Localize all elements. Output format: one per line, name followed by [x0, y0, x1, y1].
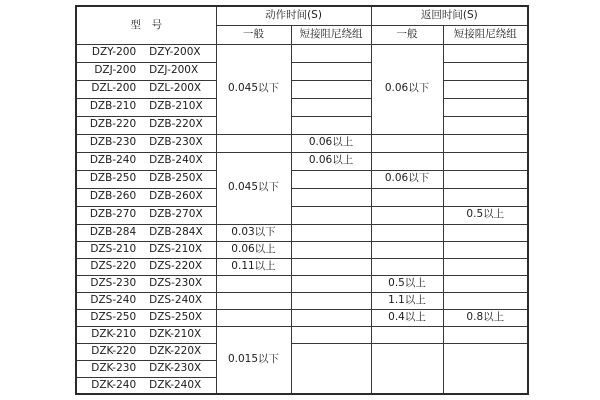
- model-name: DZK-210X: [149, 327, 202, 340]
- cell-action-general: [216, 134, 291, 152]
- cell-action-damped: [291, 241, 371, 258]
- cell-return-general: [371, 241, 443, 258]
- cell-action-damped: [291, 343, 371, 394]
- model-name: DZB-284X: [149, 225, 203, 238]
- cell-return-damped: [443, 170, 528, 188]
- cell-action-damped: [291, 116, 371, 134]
- cell-return-general: [371, 343, 443, 394]
- cell-model: [76, 377, 216, 394]
- table-row: [76, 241, 528, 258]
- cell-model: [76, 98, 216, 116]
- cell-return-general: 0.5以上: [371, 275, 443, 292]
- table-row: [76, 116, 528, 134]
- cell-model: [76, 360, 216, 377]
- cell-action-damped: 0.06以上: [291, 152, 371, 170]
- model-name: DZS-250: [90, 310, 137, 323]
- model-pair: [77, 295, 216, 306]
- model-name: DZB-250X: [149, 172, 203, 185]
- cell-action-damped: [291, 170, 371, 188]
- model-pair: [77, 227, 216, 238]
- table-row: [76, 80, 528, 98]
- model-name: DZS-220X: [149, 259, 203, 272]
- cell-model: [76, 116, 216, 134]
- cell-model: [76, 292, 216, 309]
- cell-model: [76, 326, 216, 343]
- cell-return-damped: [443, 152, 528, 170]
- model-pair: [77, 137, 216, 148]
- cell-return-general: [371, 326, 443, 343]
- cell-model: [76, 241, 216, 258]
- table-row: [76, 170, 528, 188]
- model-name: DZB-270X: [149, 208, 203, 221]
- table-row: [76, 292, 528, 309]
- model-name: DZK-240: [91, 378, 137, 391]
- cell-action-general: 0.045以下: [216, 152, 291, 224]
- model-name: DZS-250X: [149, 310, 203, 323]
- cell-return-damped: [443, 241, 528, 258]
- model-name: DZL-200: [91, 82, 137, 95]
- cell-model: [76, 44, 216, 62]
- cell-return-general: [371, 224, 443, 241]
- table-row: [76, 98, 528, 116]
- table-row: [76, 134, 528, 152]
- cell-return-damped: [443, 343, 528, 394]
- cell-model: [76, 152, 216, 170]
- model-name: DZS-210: [90, 242, 137, 255]
- model-pair: [77, 261, 216, 272]
- header-row-1: [76, 6, 528, 25]
- model-pair: [77, 363, 216, 374]
- cell-return-damped: [443, 188, 528, 206]
- model-name: DZL-200X: [149, 82, 202, 95]
- model-name: DZJ-200X: [149, 64, 199, 77]
- cell-action-damped: [291, 80, 371, 98]
- model-pair: [77, 312, 216, 323]
- model-name: DZB-270: [89, 208, 137, 221]
- cell-action-general: 0.06以上: [216, 241, 291, 258]
- model-pair: [77, 380, 216, 391]
- cell-action-damped: [291, 224, 371, 241]
- model-pair: [77, 101, 216, 112]
- model-name: DZK-220X: [149, 344, 202, 357]
- cell-action-general: [216, 275, 291, 292]
- cell-model: [76, 62, 216, 80]
- header-action-time: 动作时间(S): [216, 6, 371, 25]
- model-name: DZS-230: [90, 276, 137, 289]
- model-name: DZB-250: [89, 172, 137, 185]
- cell-model: [76, 343, 216, 360]
- cell-action-damped: [291, 188, 371, 206]
- table-row: [76, 343, 528, 360]
- model-name: DZB-230: [89, 136, 137, 149]
- cell-model: [76, 309, 216, 326]
- header-model: 型 号: [76, 6, 216, 44]
- cell-action-damped: [291, 292, 371, 309]
- model-name: DZB-240X: [149, 154, 203, 167]
- model-pair: [77, 47, 216, 58]
- cell-action-damped: [291, 98, 371, 116]
- cell-return-damped: [443, 258, 528, 275]
- cell-action-general: 0.03以下: [216, 224, 291, 241]
- cell-return-general: 0.4以上: [371, 309, 443, 326]
- cell-model: [76, 80, 216, 98]
- table-row: [76, 44, 528, 62]
- model-pair: [77, 65, 216, 76]
- cell-action-general: [216, 292, 291, 309]
- cell-action-damped: [291, 62, 371, 80]
- table-row: [76, 188, 528, 206]
- cell-return-damped: [443, 275, 528, 292]
- model-name: DZK-220: [91, 344, 137, 357]
- cell-action-damped: [291, 275, 371, 292]
- model-name: DZK-230: [91, 361, 137, 374]
- table-body: [76, 44, 528, 394]
- model-name: DZS-240X: [149, 293, 203, 306]
- cell-action-damped: [291, 258, 371, 275]
- cell-return-damped: [443, 62, 528, 80]
- cell-action-general: 0.11以上: [216, 258, 291, 275]
- table-header: [76, 6, 528, 44]
- model-pair: [77, 209, 216, 220]
- model-name: DZB-260X: [149, 190, 203, 203]
- cell-return-damped: [443, 116, 528, 134]
- model-name: DZY-200X: [149, 46, 201, 59]
- cell-action-damped: [291, 206, 371, 224]
- cell-action-general: 0.015以下: [216, 326, 291, 394]
- model-name: DZB-284: [89, 225, 137, 238]
- cell-return-general: [371, 206, 443, 224]
- cell-return-damped: [443, 80, 528, 98]
- model-pair: [77, 278, 216, 289]
- cell-return-damped: [443, 224, 528, 241]
- header-return-time: 返回时间(S): [371, 6, 528, 25]
- model-name: DZK-210: [91, 327, 137, 340]
- model-name: DZS-210X: [149, 242, 203, 255]
- cell-return-damped: [443, 134, 528, 152]
- cell-return-general: 0.06以下: [371, 44, 443, 134]
- model-name: DZB-220: [89, 118, 137, 131]
- model-name: DZB-230X: [149, 136, 203, 149]
- table-row: [76, 275, 528, 292]
- cell-model: [76, 170, 216, 188]
- cell-return-general: 1.1以上: [371, 292, 443, 309]
- model-name: DZK-230X: [149, 361, 202, 374]
- table-row: [76, 206, 528, 224]
- model-pair: [77, 244, 216, 255]
- cell-return-general: [371, 152, 443, 170]
- model-name: DZB-260: [89, 190, 137, 203]
- cell-return-damped: 0.5以上: [443, 206, 528, 224]
- model-name: DZB-240: [89, 154, 137, 167]
- model-pair: [77, 329, 216, 340]
- model-name: DZB-220X: [149, 118, 203, 131]
- cell-model: [76, 134, 216, 152]
- cell-model: [76, 275, 216, 292]
- cell-return-general: [371, 258, 443, 275]
- model-pair: [77, 173, 216, 184]
- cell-model: [76, 206, 216, 224]
- cell-action-damped: [291, 44, 371, 62]
- header-action-damped: 短接阻尼绕组: [291, 25, 371, 44]
- cell-action-damped: [291, 326, 371, 343]
- table-row: [76, 224, 528, 241]
- model-pair: [77, 155, 216, 166]
- header-action-general: 一般: [216, 25, 291, 44]
- cell-return-general: 0.06以下: [371, 170, 443, 188]
- model-name: DZJ-200: [94, 64, 137, 77]
- model-name: DZS-220: [90, 259, 137, 272]
- cell-action-damped: 0.06以上: [291, 134, 371, 152]
- table-row: [76, 62, 528, 80]
- model-pair: [77, 191, 216, 202]
- model-pair: [77, 119, 216, 130]
- cell-action-general: [216, 309, 291, 326]
- model-pair: [77, 346, 216, 357]
- cell-model: [76, 258, 216, 275]
- model-pair: [77, 83, 216, 94]
- spec-table: [75, 5, 529, 395]
- cell-model: [76, 188, 216, 206]
- model-name: DZS-240: [90, 293, 137, 306]
- cell-return-damped: 0.8以上: [443, 309, 528, 326]
- cell-model: [76, 224, 216, 241]
- model-name: DZB-210X: [149, 100, 203, 113]
- table-row: [76, 258, 528, 275]
- header-return-general: 一般: [371, 25, 443, 44]
- model-name: DZB-210: [89, 100, 137, 113]
- model-name: DZY-200: [91, 46, 137, 59]
- cell-action-general: 0.045以下: [216, 44, 291, 134]
- table-row: [76, 326, 528, 343]
- cell-return-damped: [443, 292, 528, 309]
- model-name: DZS-230X: [149, 276, 203, 289]
- cell-action-damped: [291, 309, 371, 326]
- header-return-damped: 短接阻尼绕组: [443, 25, 528, 44]
- cell-return-damped: [443, 44, 528, 62]
- cell-return-general: [371, 134, 443, 152]
- cell-return-damped: [443, 326, 528, 343]
- cell-return-general: [371, 188, 443, 206]
- table-row: [76, 309, 528, 326]
- table-row: [76, 152, 528, 170]
- cell-return-damped: [443, 98, 528, 116]
- model-name: DZK-240X: [149, 378, 202, 391]
